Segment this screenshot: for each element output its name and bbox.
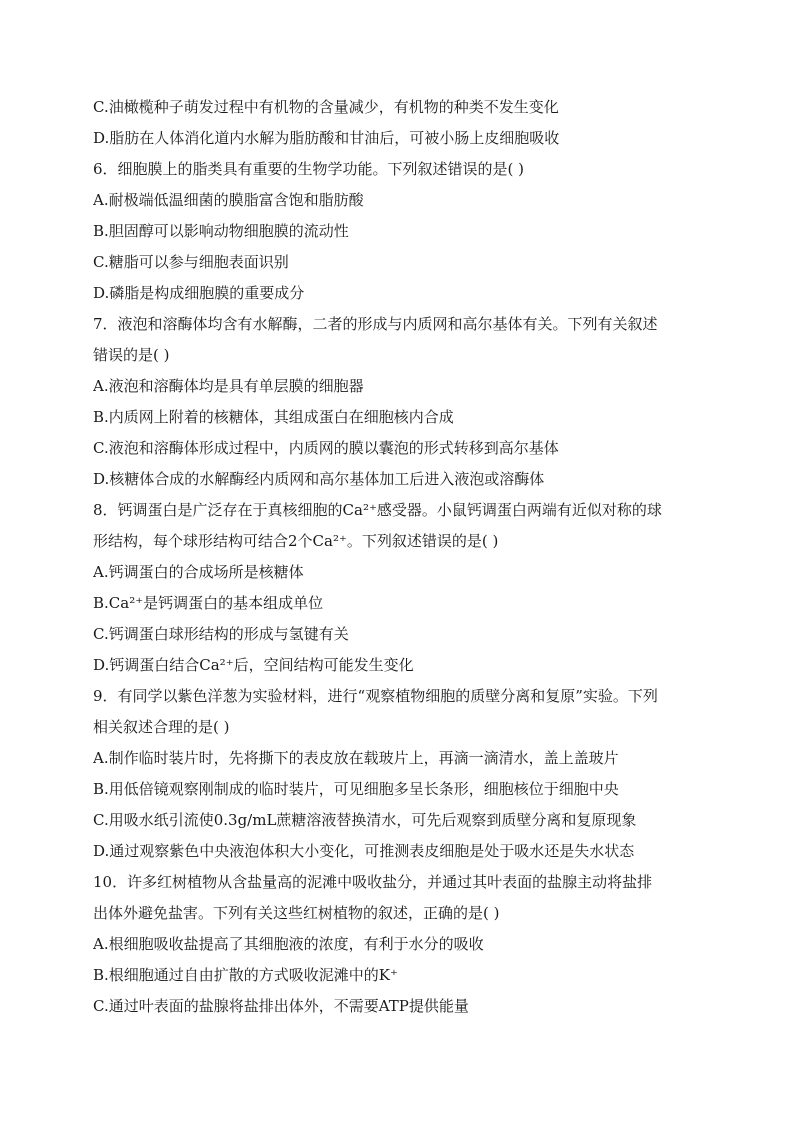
question-9-option-d: D.通过观察紫色中央液泡体积大小变化，可推测表皮细胞是处于吸水还是失水状态: [93, 842, 635, 860]
question-8-option-c: C.钙调蛋白球形结构的形成与氢键有关: [93, 625, 349, 643]
question-10-option-a: A.根细胞吸收盐提高了其细胞液的浓度，有利于水分的吸收: [93, 935, 484, 953]
question-7-option-d: D.核糖体合成的水解酶经内质网和高尔基体加工后进入液泡或溶酶体: [93, 470, 545, 488]
question-10-option-b: B.根细胞通过自由扩散的方式吸收泥滩中的K⁺: [93, 966, 398, 984]
question-7-option-b: B.内质网上附着的核糖体，其组成蛋白在细胞核内合成: [93, 408, 454, 426]
question-8-stem: 8．钙调蛋白是广泛存在于真核细胞的Ca²⁺感受器。小鼠钙调蛋白两端有近似对称的球: [93, 501, 662, 519]
question-9-option-a: A.制作临时装片时，先将撕下的表皮放在载玻片上，再滴一滴清水，盖上盖玻片: [93, 749, 619, 767]
question-10-stem-cont: 出体外避免盐害。下列有关这些红树植物的叙述，正确的是( ): [93, 904, 500, 922]
question-6-option-b: B.胆固醇可以影响动物细胞膜的流动性: [93, 222, 349, 240]
question-8-option-b: B.Ca²⁺是钙调蛋白的基本组成单位: [93, 594, 324, 612]
question-7-option-c: C.液泡和溶酶体形成过程中，内质网的膜以囊泡的形式转移到高尔基体: [93, 439, 559, 457]
option-line: C.油橄榄种子萌发过程中有机物的含量减少，有机物的种类不发生变化: [93, 98, 559, 116]
question-7-stem-cont: 错误的是( ): [93, 346, 170, 364]
question-10-stem: 10．许多红树植物从含盐量高的泥滩中吸收盐分，并通过其叶表面的盐腺主动将盐排: [93, 873, 653, 891]
question-7-option-a: A.液泡和溶酶体均是具有单层膜的细胞器: [93, 377, 364, 395]
question-10-option-c: C.通过叶表面的盐腺将盐排出体外，不需要ATP提供能量: [93, 997, 469, 1015]
question-6-option-a: A.耐极端低温细菌的膜脂富含饱和脂肪酸: [93, 191, 364, 209]
question-6-option-d: D.磷脂是构成细胞膜的重要成分: [93, 284, 305, 302]
option-line: D.脂肪在人体消化道内水解为脂肪酸和甘油后，可被小肠上皮细胞吸收: [93, 129, 560, 147]
question-text-block: [93, 92, 713, 1022]
question-8-option-d: D.钙调蛋白结合Ca²⁺后，空间结构可能发生变化: [93, 656, 414, 674]
question-9-option-c: C.用吸水纸引流使0.3g/mL蔗糖溶液替换清水，可先后观察到质壁分离和复原现象: [93, 811, 637, 829]
question-7-stem: 7．液泡和溶酶体均含有水解酶，二者的形成与内质网和高尔基体有关。下列有关叙述: [93, 315, 658, 333]
question-6-option-c: C.糖脂可以参与细胞表面识别: [93, 253, 289, 271]
question-6-stem: 6．细胞膜上的脂类具有重要的生物学功能。下列叙述错误的是( ): [93, 160, 525, 178]
question-9-stem: 9．有同学以紫色洋葱为实验材料，进行“观察植物细胞的质壁分离和复原”实验。下列: [93, 687, 658, 705]
question-9-stem-cont: 相关叙述合理的是( ): [93, 718, 230, 736]
question-8-option-a: A.钙调蛋白的合成场所是核糖体: [93, 563, 304, 581]
question-9-option-b: B.用低倍镜观察刚制成的临时装片，可见细胞多呈长条形，细胞核位于细胞中央: [93, 780, 619, 798]
question-8-stem-cont: 形结构，每个球形结构可结合2个Ca²⁺。下列叙述错误的是( ): [93, 532, 499, 550]
